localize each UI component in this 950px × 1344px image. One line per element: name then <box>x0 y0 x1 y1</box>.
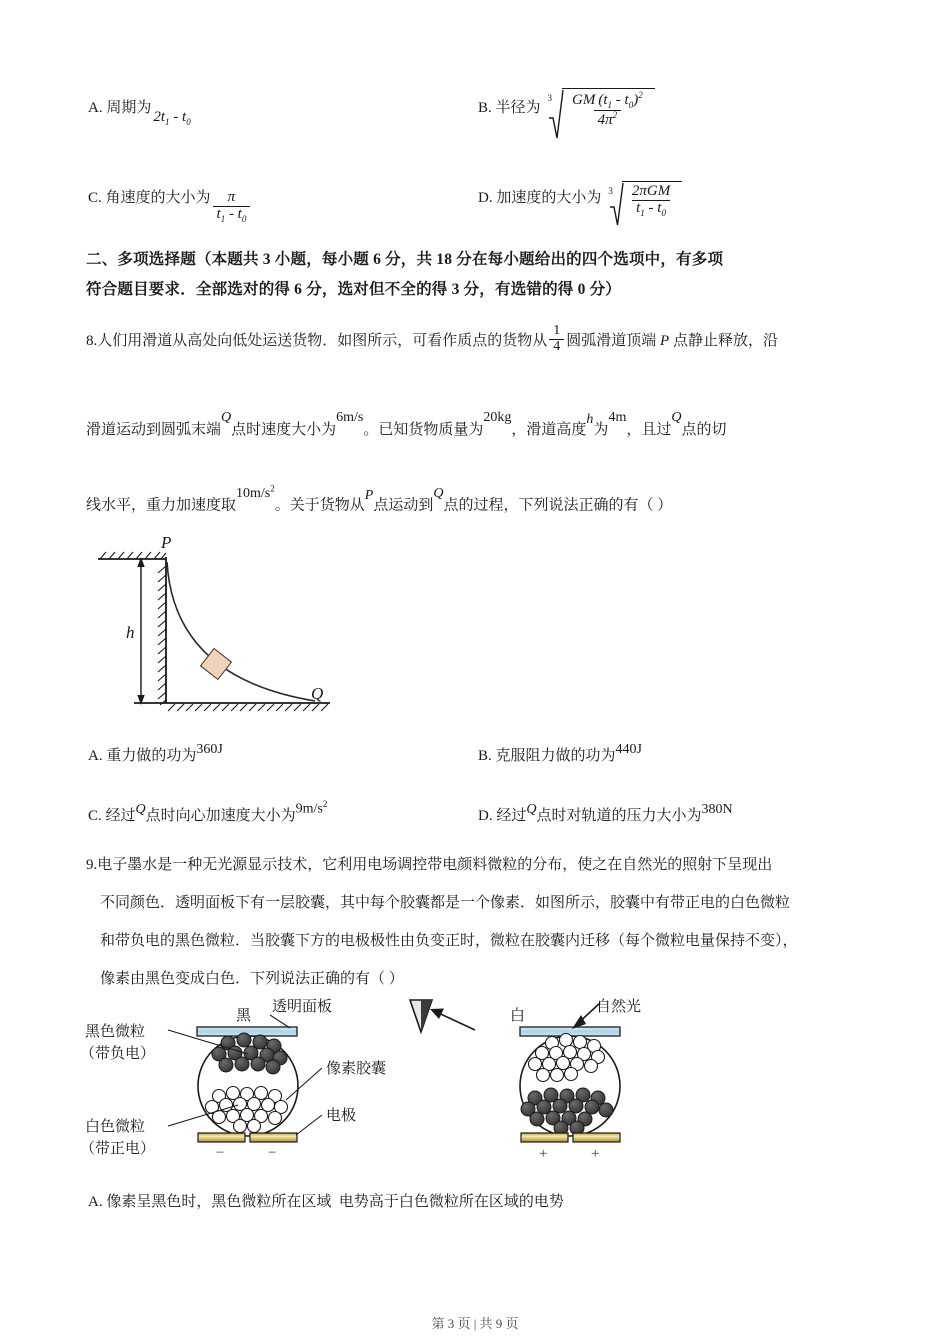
q7-option-c-label: C. 角速度的大小为 <box>88 190 211 206</box>
q9-line2-text: 不同颜色．透明面板下有一层胶囊，其中每个胶囊都是一个像素．如图所示，胶囊中有带正电的白色微粒 <box>100 895 791 911</box>
q8-option-a-value: 360J <box>196 742 223 757</box>
q8-line2-point-q2: Q <box>671 410 682 425</box>
label-white-particles-2: （带正电） <box>80 1141 156 1157</box>
q8-symbol-h: h <box>586 412 594 427</box>
q7-option-b-label: B. 半径为 <box>478 100 541 116</box>
ceiling-hatching <box>100 552 166 559</box>
q8-line3-d: 点的过程，下列说法正确的有（ ） <box>443 497 673 514</box>
q7-d-denominator: $t_1 - t_0$ <box>632 200 670 218</box>
q9-line2 <box>100 886 790 920</box>
left-electrode-2 <box>250 1133 297 1142</box>
q8-option-d[interactable] <box>478 804 733 825</box>
q8-line2-point-q: Q <box>221 410 232 425</box>
q8-line2-f: ，且过 <box>626 422 672 438</box>
slide-diagram <box>90 528 370 724</box>
label-natural-light: 自然光 <box>596 999 642 1015</box>
q9-line3-text: 和带负电的黑色微粒．当胶囊下方的电极极性由负变正时，微粒在胶囊内迁移（每个微粒电量保持不变）， <box>100 933 798 949</box>
label-P: P <box>161 533 172 552</box>
q8-option-a[interactable] <box>88 744 223 765</box>
q9-figure <box>80 998 700 1183</box>
label-black-particles-2: （带负电） <box>80 1046 156 1062</box>
q8-line2-d: ，滑道高度 <box>511 422 587 438</box>
label-black-particles: 黑色微粒 <box>85 1024 146 1040</box>
q7-b-denominator: $4\pi^2$ <box>594 110 622 129</box>
q8-option-d-label2: 点时对轨道的压力大小为 <box>536 808 702 824</box>
right-electrode-sign-2: + <box>591 1146 600 1162</box>
q8-line2 <box>86 408 726 447</box>
q8-option-c[interactable] <box>88 799 328 825</box>
leader-transparent-panel <box>270 1015 290 1028</box>
page-footer: 第 3 页 | 共 9 页 <box>431 1316 519 1331</box>
q9-line1-text: 电子墨水是一种无光源显示技术，它利用电场调控带电颜料微粒的分布，使之在自然光的照射下呈现出 <box>97 857 773 873</box>
q7-c-numerator: π <box>227 189 236 205</box>
section-heading-line1: 二、多项选择题（本题共 3 小题，每小题 6 分，共 18 分在每小题给出的四个选项中，有多项 <box>86 251 724 268</box>
q7-d-numerator: 2πGM <box>631 183 671 199</box>
q8-option-a-label: A. 重力做的功为 <box>88 748 197 764</box>
q8-line1-c: 点静止释放，沿 <box>672 333 778 349</box>
eye-icon <box>410 1000 432 1032</box>
leader-electrode <box>296 1115 322 1135</box>
q7-option-d[interactable] <box>478 183 682 240</box>
q8-point-p: P <box>660 333 670 349</box>
q8-line3-point-p: P <box>364 487 374 503</box>
left-electrode-sign-1: − <box>216 1145 225 1161</box>
q9-option-a-label2: 电势高于白色微粒所在区域的电势 <box>338 1194 564 1210</box>
q7-option-b[interactable] <box>478 90 655 156</box>
right-electrode-2 <box>573 1133 620 1142</box>
right-black-particles <box>521 1088 613 1135</box>
q7-option-a-label: A. 周期为 <box>88 100 152 116</box>
q8-line3 <box>86 478 672 523</box>
q8-option-c-label2: 点时向心加速度大小为 <box>145 808 296 824</box>
section-heading-line2: 符合题目要求．全部选对的得 6 分，选对但不全的得 3 分，有选错的得 0 分） <box>86 281 622 298</box>
q8-line2-e: 为 <box>593 422 609 438</box>
label-white: 白 <box>510 1008 526 1024</box>
q9-line4 <box>100 962 404 996</box>
q9-line3 <box>100 924 798 958</box>
q8-option-c-point: Q <box>135 802 146 817</box>
label-white-particles: 白色微粒 <box>85 1119 146 1135</box>
q7-option-b-radical <box>544 88 655 140</box>
q8-gravity-value: $10m/s^2$ <box>236 483 275 501</box>
q8-frac-numerator: 1 <box>553 323 561 339</box>
q8-line1-b: 圆弧滑道顶端 <box>566 333 657 349</box>
label-transparent-panel: 透明面板 <box>272 999 333 1015</box>
right-electrode-sign-1: + <box>539 1146 548 1162</box>
left-electrode-sign-2: − <box>268 1145 277 1161</box>
q7-c-denominator: $t_1 - t_0$ <box>213 206 251 224</box>
q8-figure <box>90 528 370 729</box>
q8-line3-c: 点运动到 <box>373 497 434 514</box>
label-pixel-capsule: 像素胶囊 <box>326 1061 387 1077</box>
label-black: 黑 <box>236 1008 252 1024</box>
q8-line3-point-q: Q <box>433 485 444 501</box>
left-electrode-1 <box>198 1133 245 1142</box>
label-electrode: 电极 <box>326 1108 357 1124</box>
eink-diagram <box>80 998 700 1178</box>
q8-line1-a: 人们用滑道从高处向低处运送货物．如图所示，可看作质点的货物从 <box>97 333 548 349</box>
q8-option-d-label: D. 经过 <box>478 808 527 824</box>
q8-line2-c: 。已知货物质量为 <box>363 422 484 438</box>
q7-option-d-label: D. 加速度的大小为 <box>478 190 602 206</box>
radical-index: 3 <box>608 186 613 196</box>
q7-option-a-value: $2t_1 - t_0$ <box>153 109 191 127</box>
q8-option-b[interactable] <box>478 744 642 765</box>
slide-curve <box>167 562 315 701</box>
section-heading <box>86 245 876 305</box>
q8-frac-denominator: 4 <box>549 339 564 355</box>
wall-hatching <box>158 566 166 705</box>
label-Q: Q <box>311 684 324 703</box>
q8-line3-a: 线水平，重力加速度取 <box>86 497 237 514</box>
q9-option-a-label: A. 像素呈黑色时，黑色微粒所在区域 <box>88 1194 332 1210</box>
q8-option-d-point: Q <box>526 802 537 817</box>
q7-option-d-radical <box>604 181 682 227</box>
q9-option-a[interactable] <box>88 1190 564 1211</box>
q8-option-c-value: $9m/s^2$ <box>295 799 328 817</box>
q7-b-numerator: GM $(t_1 - t_0)^2$ <box>572 90 643 110</box>
q8-line2-b: 点时速度大小为 <box>231 422 337 438</box>
q8-line1 <box>86 324 778 358</box>
q8-option-d-value: 380N <box>701 802 733 817</box>
q8-line3-b: 。关于货物从 <box>274 497 365 514</box>
q7-option-c-value <box>213 190 251 224</box>
q9-line4-text: 像素由黑色变成白色．下列说法正确的有（ ） <box>100 971 404 987</box>
q7-option-a[interactable] <box>88 96 191 127</box>
q8-height-value: 4m <box>608 410 627 425</box>
label-h: h <box>126 623 135 642</box>
q8-option-c-label: C. 经过 <box>88 808 136 824</box>
q9-line1 <box>86 848 772 882</box>
q8-option-b-label: B. 克服阻力做的功为 <box>478 748 616 764</box>
ground-hatching <box>168 704 328 711</box>
q8-number: 8. <box>86 333 98 349</box>
q8-line2-g: 点的切 <box>681 422 727 438</box>
radical-body <box>622 181 682 218</box>
radical-index: 3 <box>547 93 553 103</box>
right-electrode-1 <box>521 1133 568 1142</box>
q7-option-c[interactable] <box>88 186 252 225</box>
q9-number: 9. <box>86 857 98 873</box>
q8-line2-a: 滑道运动到圆弧末端 <box>86 422 222 438</box>
q8-option-b-value: 440J <box>615 742 642 757</box>
q8-velocity: 6m/s <box>336 410 364 425</box>
radical-body <box>562 88 655 129</box>
q8-mass: 20kg <box>483 410 512 425</box>
